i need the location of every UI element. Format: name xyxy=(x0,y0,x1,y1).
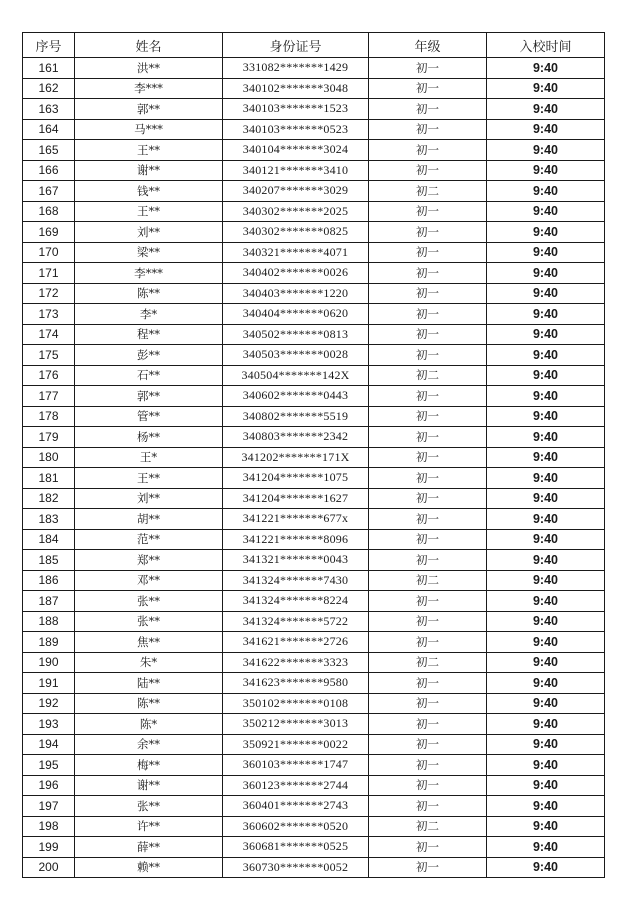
cell-seq: 189 xyxy=(23,632,75,653)
cell-grade: 初一 xyxy=(369,837,487,858)
cell-entry-time: 9:40 xyxy=(487,386,605,407)
cell-grade: 初一 xyxy=(369,345,487,366)
cell-entry-time: 9:40 xyxy=(487,693,605,714)
cell-name: 张** xyxy=(75,591,223,612)
cell-name: 胡** xyxy=(75,509,223,530)
cell-seq: 183 xyxy=(23,509,75,530)
table-row xyxy=(23,242,605,263)
cell-grade: 初一 xyxy=(369,99,487,120)
cell-name: 石** xyxy=(75,365,223,386)
table-row xyxy=(23,140,605,161)
cell-grade: 初一 xyxy=(369,386,487,407)
table-row xyxy=(23,857,605,878)
table-row xyxy=(23,755,605,776)
cell-seq: 188 xyxy=(23,611,75,632)
cell-seq: 192 xyxy=(23,693,75,714)
cell-grade: 初一 xyxy=(369,714,487,735)
cell-entry-time: 9:40 xyxy=(487,447,605,468)
table-row xyxy=(23,591,605,612)
cell-grade: 初二 xyxy=(369,365,487,386)
cell-seq: 196 xyxy=(23,775,75,796)
cell-name: 李*** xyxy=(75,263,223,284)
header-grade: 年级 xyxy=(369,33,487,58)
cell-entry-time: 9:40 xyxy=(487,652,605,673)
cell-id-number: 341324*******7430 xyxy=(223,570,369,591)
table-row xyxy=(23,283,605,304)
cell-grade: 初一 xyxy=(369,468,487,489)
cell-id-number: 340302*******2025 xyxy=(223,201,369,222)
cell-entry-time: 9:40 xyxy=(487,181,605,202)
cell-entry-time: 9:40 xyxy=(487,488,605,509)
cell-name: 程** xyxy=(75,324,223,345)
cell-id-number: 341204*******1627 xyxy=(223,488,369,509)
cell-name: 郭** xyxy=(75,99,223,120)
table-row xyxy=(23,181,605,202)
cell-grade: 初一 xyxy=(369,78,487,99)
cell-name: 刘** xyxy=(75,222,223,243)
cell-seq: 186 xyxy=(23,570,75,591)
cell-seq: 180 xyxy=(23,447,75,468)
cell-name: 陈** xyxy=(75,693,223,714)
table-row xyxy=(23,345,605,366)
cell-seq: 198 xyxy=(23,816,75,837)
table-row xyxy=(23,816,605,837)
cell-seq: 199 xyxy=(23,837,75,858)
cell-entry-time: 9:40 xyxy=(487,550,605,571)
table-row xyxy=(23,304,605,325)
cell-id-number: 340502*******0813 xyxy=(223,324,369,345)
cell-entry-time: 9:40 xyxy=(487,140,605,161)
table-row xyxy=(23,99,605,120)
cell-grade: 初一 xyxy=(369,529,487,550)
cell-grade: 初一 xyxy=(369,242,487,263)
cell-seq: 165 xyxy=(23,140,75,161)
cell-grade: 初一 xyxy=(369,324,487,345)
cell-name: 杨** xyxy=(75,427,223,448)
header-entry-time: 入校时间 xyxy=(487,33,605,58)
table-row xyxy=(23,734,605,755)
cell-grade: 初一 xyxy=(369,755,487,776)
cell-grade: 初一 xyxy=(369,222,487,243)
table-row xyxy=(23,201,605,222)
cell-id-number: 360123*******2744 xyxy=(223,775,369,796)
cell-seq: 161 xyxy=(23,58,75,79)
cell-entry-time: 9:40 xyxy=(487,263,605,284)
table-row xyxy=(23,673,605,694)
table-row xyxy=(23,427,605,448)
cell-name: 焦** xyxy=(75,632,223,653)
cell-id-number: 360730*******0052 xyxy=(223,857,369,878)
cell-seq: 184 xyxy=(23,529,75,550)
cell-grade: 初一 xyxy=(369,857,487,878)
cell-entry-time: 9:40 xyxy=(487,304,605,325)
cell-grade: 初一 xyxy=(369,263,487,284)
cell-entry-time: 9:40 xyxy=(487,324,605,345)
cell-id-number: 331082*******1429 xyxy=(223,58,369,79)
cell-id-number: 340602*******0443 xyxy=(223,386,369,407)
cell-grade: 初一 xyxy=(369,304,487,325)
cell-seq: 170 xyxy=(23,242,75,263)
cell-seq: 200 xyxy=(23,857,75,878)
cell-seq: 174 xyxy=(23,324,75,345)
cell-id-number: 340321*******4071 xyxy=(223,242,369,263)
cell-id-number: 360401*******2743 xyxy=(223,796,369,817)
cell-id-number: 341321*******0043 xyxy=(223,550,369,571)
cell-id-number: 340402*******0026 xyxy=(223,263,369,284)
cell-grade: 初一 xyxy=(369,406,487,427)
cell-seq: 185 xyxy=(23,550,75,571)
cell-id-number: 341221*******677x xyxy=(223,509,369,530)
cell-entry-time: 9:40 xyxy=(487,570,605,591)
cell-name: 余** xyxy=(75,734,223,755)
cell-entry-time: 9:40 xyxy=(487,632,605,653)
cell-name: 管** xyxy=(75,406,223,427)
table-row xyxy=(23,447,605,468)
table-row xyxy=(23,611,605,632)
cell-grade: 初一 xyxy=(369,447,487,468)
cell-grade: 初一 xyxy=(369,488,487,509)
cell-id-number: 341623*******9580 xyxy=(223,673,369,694)
cell-seq: 166 xyxy=(23,160,75,181)
cell-seq: 197 xyxy=(23,796,75,817)
cell-name: 梅** xyxy=(75,755,223,776)
cell-name: 许** xyxy=(75,816,223,837)
table-row xyxy=(23,365,605,386)
cell-id-number: 360681*******0525 xyxy=(223,837,369,858)
cell-seq: 172 xyxy=(23,283,75,304)
cell-seq: 194 xyxy=(23,734,75,755)
cell-name: 陈* xyxy=(75,714,223,735)
table-row xyxy=(23,488,605,509)
cell-entry-time: 9:40 xyxy=(487,775,605,796)
cell-name: 谢** xyxy=(75,775,223,796)
cell-id-number: 350102*******0108 xyxy=(223,693,369,714)
cell-id-number: 341221*******8096 xyxy=(223,529,369,550)
table-row xyxy=(23,775,605,796)
cell-grade: 初一 xyxy=(369,427,487,448)
cell-name: 谢** xyxy=(75,160,223,181)
cell-grade: 初一 xyxy=(369,796,487,817)
cell-entry-time: 9:40 xyxy=(487,222,605,243)
cell-entry-time: 9:40 xyxy=(487,58,605,79)
cell-id-number: 340103*******1523 xyxy=(223,99,369,120)
cell-name: 钱** xyxy=(75,181,223,202)
cell-grade: 初一 xyxy=(369,693,487,714)
cell-seq: 169 xyxy=(23,222,75,243)
table-row xyxy=(23,58,605,79)
table-row xyxy=(23,160,605,181)
cell-name: 邓** xyxy=(75,570,223,591)
cell-seq: 190 xyxy=(23,652,75,673)
cell-name: 陆** xyxy=(75,673,223,694)
cell-seq: 171 xyxy=(23,263,75,284)
cell-seq: 164 xyxy=(23,119,75,140)
cell-id-number: 340102*******3048 xyxy=(223,78,369,99)
cell-seq: 176 xyxy=(23,365,75,386)
cell-grade: 初一 xyxy=(369,140,487,161)
table-row xyxy=(23,324,605,345)
cell-name: 陈** xyxy=(75,283,223,304)
cell-entry-time: 9:40 xyxy=(487,119,605,140)
cell-seq: 182 xyxy=(23,488,75,509)
cell-grade: 初一 xyxy=(369,632,487,653)
table-row xyxy=(23,529,605,550)
cell-name: 张** xyxy=(75,611,223,632)
table-row xyxy=(23,386,605,407)
cell-name: 薛** xyxy=(75,837,223,858)
cell-entry-time: 9:40 xyxy=(487,468,605,489)
cell-name: 王** xyxy=(75,468,223,489)
cell-entry-time: 9:40 xyxy=(487,837,605,858)
cell-id-number: 340503*******0028 xyxy=(223,345,369,366)
cell-id-number: 340403*******1220 xyxy=(223,283,369,304)
cell-id-number: 341621*******2726 xyxy=(223,632,369,653)
cell-seq: 195 xyxy=(23,755,75,776)
cell-entry-time: 9:40 xyxy=(487,529,605,550)
table-row xyxy=(23,78,605,99)
cell-grade: 初一 xyxy=(369,160,487,181)
cell-entry-time: 9:40 xyxy=(487,406,605,427)
cell-grade: 初二 xyxy=(369,816,487,837)
cell-entry-time: 9:40 xyxy=(487,755,605,776)
cell-entry-time: 9:40 xyxy=(487,78,605,99)
table-row xyxy=(23,406,605,427)
cell-name: 朱* xyxy=(75,652,223,673)
cell-id-number: 350212*******3013 xyxy=(223,714,369,735)
cell-seq: 167 xyxy=(23,181,75,202)
header-name: 姓名 xyxy=(75,33,223,58)
table-row xyxy=(23,509,605,530)
header-seq: 序号 xyxy=(23,33,75,58)
cell-name: 郭** xyxy=(75,386,223,407)
cell-entry-time: 9:40 xyxy=(487,611,605,632)
table-header-row xyxy=(23,33,605,58)
table-row xyxy=(23,714,605,735)
cell-entry-time: 9:40 xyxy=(487,673,605,694)
cell-entry-time: 9:40 xyxy=(487,509,605,530)
cell-entry-time: 9:40 xyxy=(487,160,605,181)
cell-seq: 187 xyxy=(23,591,75,612)
cell-name: 洪** xyxy=(75,58,223,79)
cell-id-number: 340803*******2342 xyxy=(223,427,369,448)
cell-seq: 163 xyxy=(23,99,75,120)
cell-name: 彭** xyxy=(75,345,223,366)
table-row xyxy=(23,632,605,653)
cell-grade: 初二 xyxy=(369,570,487,591)
cell-entry-time: 9:40 xyxy=(487,714,605,735)
cell-grade: 初二 xyxy=(369,652,487,673)
cell-grade: 初一 xyxy=(369,283,487,304)
cell-name: 李* xyxy=(75,304,223,325)
cell-name: 王* xyxy=(75,447,223,468)
cell-seq: 191 xyxy=(23,673,75,694)
cell-id-number: 340207*******3029 xyxy=(223,181,369,202)
cell-seq: 181 xyxy=(23,468,75,489)
cell-id-number: 340404*******0620 xyxy=(223,304,369,325)
cell-seq: 178 xyxy=(23,406,75,427)
cell-name: 李*** xyxy=(75,78,223,99)
cell-id-number: 340802*******5519 xyxy=(223,406,369,427)
cell-grade: 初一 xyxy=(369,591,487,612)
cell-name: 梁** xyxy=(75,242,223,263)
cell-grade: 初一 xyxy=(369,119,487,140)
cell-id-number: 340104*******3024 xyxy=(223,140,369,161)
cell-entry-time: 9:40 xyxy=(487,591,605,612)
cell-entry-time: 9:40 xyxy=(487,796,605,817)
cell-name: 郑** xyxy=(75,550,223,571)
cell-grade: 初一 xyxy=(369,550,487,571)
cell-id-number: 340504*******142X xyxy=(223,365,369,386)
cell-id-number: 350921*******0022 xyxy=(223,734,369,755)
cell-id-number: 341202*******171X xyxy=(223,447,369,468)
cell-grade: 初一 xyxy=(369,58,487,79)
cell-name: 张** xyxy=(75,796,223,817)
cell-id-number: 341324*******5722 xyxy=(223,611,369,632)
cell-seq: 162 xyxy=(23,78,75,99)
cell-id-number: 360103*******1747 xyxy=(223,755,369,776)
table-row xyxy=(23,652,605,673)
cell-name: 王** xyxy=(75,140,223,161)
cell-name: 刘** xyxy=(75,488,223,509)
table-row xyxy=(23,693,605,714)
cell-entry-time: 9:40 xyxy=(487,242,605,263)
cell-id-number: 341622*******3323 xyxy=(223,652,369,673)
cell-entry-time: 9:40 xyxy=(487,201,605,222)
cell-entry-time: 9:40 xyxy=(487,816,605,837)
cell-entry-time: 9:40 xyxy=(487,365,605,386)
cell-entry-time: 9:40 xyxy=(487,283,605,304)
cell-seq: 177 xyxy=(23,386,75,407)
cell-name: 王** xyxy=(75,201,223,222)
table-row xyxy=(23,837,605,858)
cell-id-number: 341204*******1075 xyxy=(223,468,369,489)
cell-name: 赖** xyxy=(75,857,223,878)
cell-grade: 初一 xyxy=(369,509,487,530)
cell-id-number: 340121*******3410 xyxy=(223,160,369,181)
header-id-number: 身份证号 xyxy=(223,33,369,58)
cell-grade: 初一 xyxy=(369,673,487,694)
cell-id-number: 340103*******0523 xyxy=(223,119,369,140)
cell-id-number: 340302*******0825 xyxy=(223,222,369,243)
cell-entry-time: 9:40 xyxy=(487,99,605,120)
cell-entry-time: 9:40 xyxy=(487,345,605,366)
cell-seq: 175 xyxy=(23,345,75,366)
student-entry-table xyxy=(22,32,605,878)
cell-entry-time: 9:40 xyxy=(487,857,605,878)
table-row xyxy=(23,796,605,817)
table-body xyxy=(23,58,605,878)
cell-grade: 初一 xyxy=(369,734,487,755)
cell-grade: 初一 xyxy=(369,611,487,632)
cell-grade: 初二 xyxy=(369,181,487,202)
cell-seq: 173 xyxy=(23,304,75,325)
table-row xyxy=(23,263,605,284)
cell-seq: 179 xyxy=(23,427,75,448)
table-row xyxy=(23,222,605,243)
table-row xyxy=(23,550,605,571)
cell-name: 马*** xyxy=(75,119,223,140)
cell-name: 范** xyxy=(75,529,223,550)
table-row xyxy=(23,570,605,591)
table-row xyxy=(23,468,605,489)
cell-id-number: 360602*******0520 xyxy=(223,816,369,837)
table-row xyxy=(23,119,605,140)
cell-grade: 初一 xyxy=(369,775,487,796)
cell-entry-time: 9:40 xyxy=(487,427,605,448)
cell-grade: 初一 xyxy=(369,201,487,222)
cell-id-number: 341324*******8224 xyxy=(223,591,369,612)
cell-seq: 193 xyxy=(23,714,75,735)
cell-seq: 168 xyxy=(23,201,75,222)
cell-entry-time: 9:40 xyxy=(487,734,605,755)
